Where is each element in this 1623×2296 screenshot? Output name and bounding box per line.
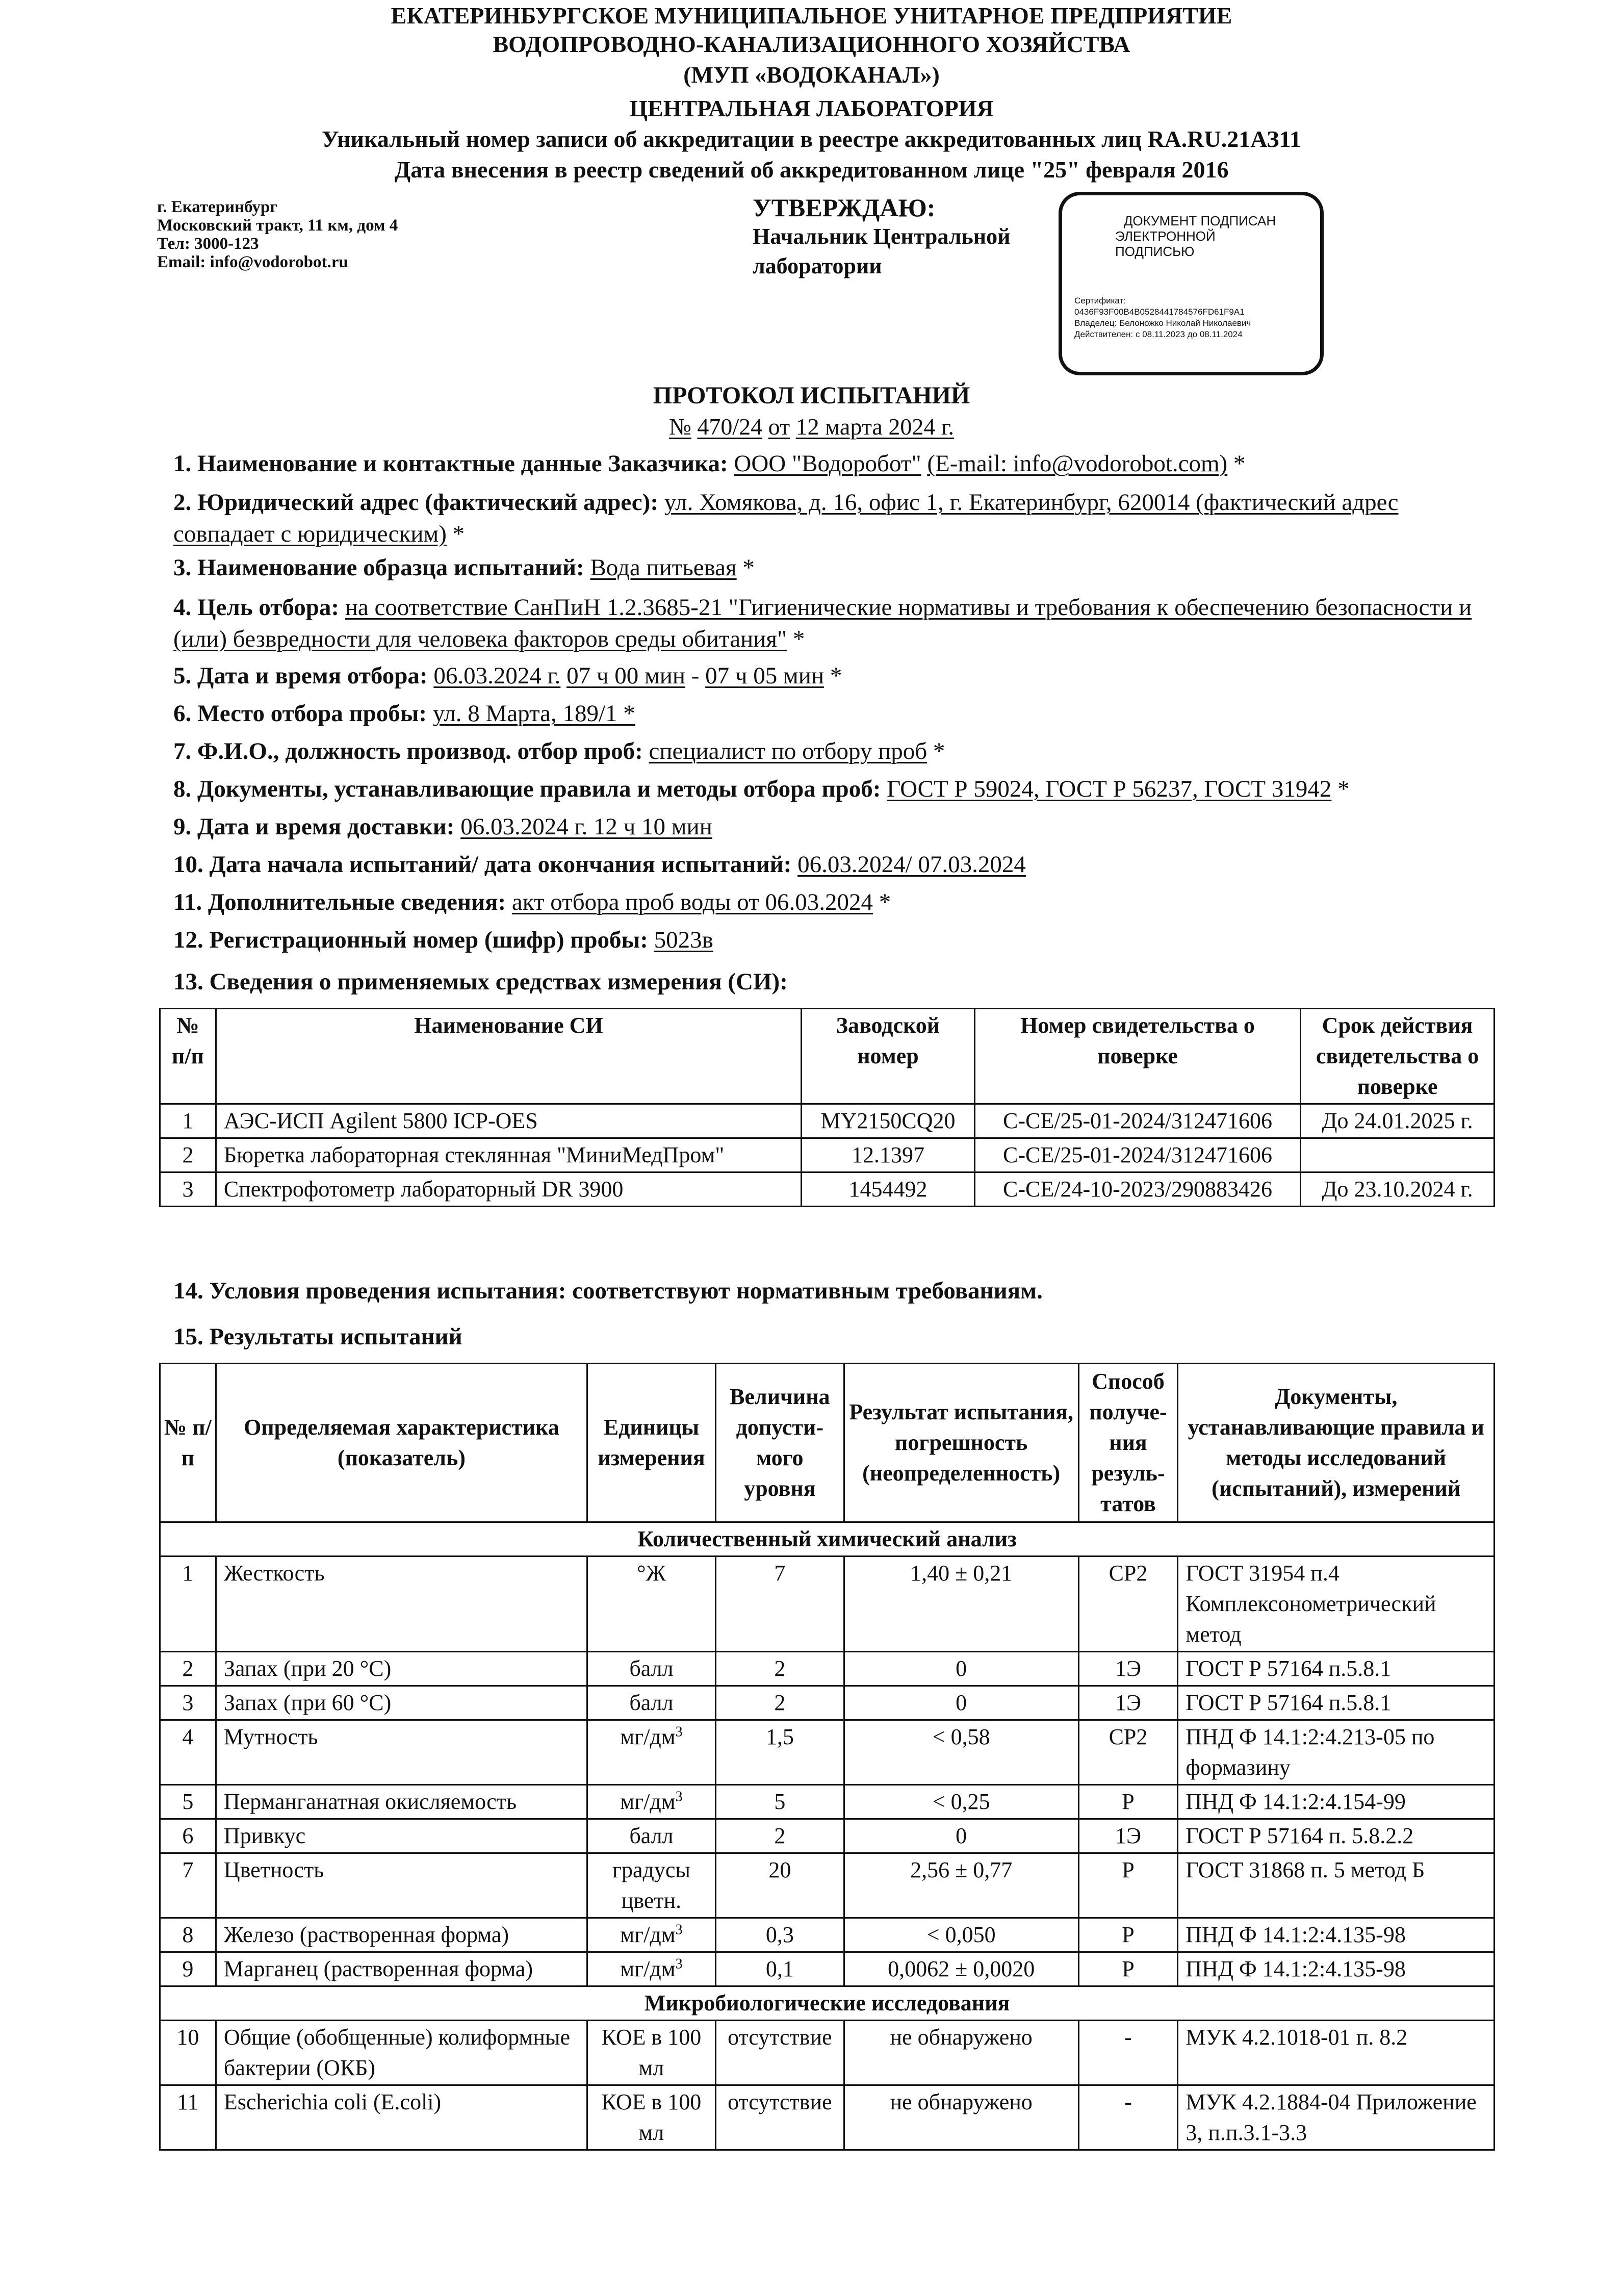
cell-allowed-level: 1,5 (715, 1720, 844, 1785)
cell-method: 1Э (1078, 1652, 1178, 1686)
cell-unit: $мг/дм^3$ (587, 1720, 716, 1785)
cell-characteristic: Цветность (216, 1853, 587, 1918)
stamp-cert-number: 0436F93F00B4B0528441784576FD61F9A1 (1074, 307, 1245, 317)
item-sampling-docs-mark: * (1331, 776, 1350, 802)
cell-number: 1 (160, 1557, 216, 1652)
cell-characteristic: Марганец (растворенная форма) (216, 1952, 587, 1986)
cell-method: 1Э (1078, 1686, 1178, 1720)
cell-documents: ГОСТ 31954 п.4 Комплексонометрический метод (1178, 1557, 1495, 1652)
item-sampling-date: 06.03.2024 г. (433, 662, 561, 689)
item-sampling-place-label: 6. Место отбора пробы: (173, 700, 427, 727)
item-sample-name-label: 3. Наименование образца испытаний: (173, 554, 584, 581)
item-legal-address-mark: * (446, 521, 465, 547)
cell-number: 2 (160, 1138, 216, 1172)
org-name-line2: ВОДОПРОВОДНО-КАНАЛИЗАЦИОННОГО ХОЗЯЙСТВА (493, 31, 1130, 57)
table-row (160, 1104, 1495, 1138)
cell-result: не обнаружено (844, 2021, 1078, 2085)
cell-allowed-level: 7 (715, 1557, 844, 1652)
item-sampling-place-value: ул. 8 Марта, 189/1 * (432, 700, 635, 727)
unit-exponent: 3 (675, 1956, 683, 1972)
item-sample-name-mark: * (736, 554, 755, 581)
item-sample-name-value: Вода питьевая (590, 554, 737, 581)
stamp-heading (1113, 213, 1286, 259)
protocol-from-label: от (768, 414, 790, 440)
cell-instrument-name: Спектрофотометр лабораторный DR 3900 (216, 1172, 801, 1207)
cell-result: 1,40 ± 0,21 (844, 1557, 1078, 1652)
col-header-certificate: Номер свидетельства о поверке (974, 1009, 1300, 1104)
cell-characteristic: Общие (обобщенные) колиформные бактерии (ОКБ) (216, 2021, 587, 2085)
table-row (160, 1686, 1495, 1720)
unit-exponent: 3 (675, 1922, 683, 1938)
cell-result: < 0,050 (844, 1918, 1078, 1952)
cell-documents: ПНД Ф 14.1:2:4.135-98 (1178, 1952, 1495, 1986)
contact-address: Московский тракт, 11 км, дом 4 (157, 216, 398, 235)
protocol-number-line (0, 413, 1623, 440)
cell-characteristic: Запах (при 20 °С) (216, 1652, 587, 1686)
cell-characteristic: Запах (при 60 °С) (216, 1686, 587, 1720)
item-sampling-datetime-mark: * (824, 662, 842, 689)
table-row (160, 1819, 1495, 1853)
table-row (160, 1172, 1495, 1207)
cell-allowed-level: 2 (715, 1652, 844, 1686)
item-sampling-docs (173, 773, 1479, 805)
item-customer (173, 448, 1479, 479)
col-header-instrument-name: Наименование СИ (216, 1009, 801, 1104)
cell-method: Р (1078, 1785, 1178, 1819)
col-header-result: Результат испытания, погрешность (неопределенность) (844, 1364, 1078, 1522)
contact-phone: Тел: 3000-123 (157, 235, 259, 253)
cell-allowed-level: отсутствие (715, 2085, 844, 2150)
cell-method: - (1078, 2021, 1178, 2085)
cell-characteristic: Железо (растворенная форма) (216, 1918, 587, 1952)
col-header-unit: Единицы измерения (587, 1364, 716, 1522)
item-delivery-label: 9. Дата и время доставки: (173, 813, 455, 840)
stamp-owner: Владелец: Белоножко Николай Николаевич (1074, 318, 1251, 328)
item-sampler (173, 735, 1479, 767)
table-row (160, 2085, 1495, 2150)
approval-position-line2: лаборатории (753, 253, 882, 278)
contact-email: Email: info@vodorobot.ru (157, 253, 348, 271)
table-row (160, 1720, 1495, 1785)
stamp-line1: ДОКУМЕНТ ПОДПИСАН (1123, 213, 1276, 228)
item-legal-address (173, 487, 1479, 550)
cell-result: не обнаружено (844, 2085, 1078, 2150)
cell-documents: ПНД Ф 14.1:2:4.154-99 (1178, 1785, 1495, 1819)
cell-number: 7 (160, 1853, 216, 1918)
cell-unit: КОЕ в 100 мл (587, 2021, 716, 2085)
cell-number: 3 (160, 1686, 216, 1720)
cell-allowed-level: 0,3 (715, 1918, 844, 1952)
cell-documents: ГОСТ Р 57164 п.5.8.1 (1178, 1686, 1495, 1720)
instruments-table (159, 1008, 1495, 1207)
col-header-documents: Документы, устанавливающие правила и методы исследований (испытаний), измерений (1178, 1364, 1495, 1522)
item-customer-email: (E-mail: info@vodorobot.com) (927, 450, 1228, 477)
cell-number: 5 (160, 1785, 216, 1819)
table-row (160, 2021, 1495, 2085)
cell-documents: ГОСТ 31868 п. 5 метод Б (1178, 1853, 1495, 1918)
results-table (159, 1363, 1495, 2151)
cell-certificate: С-СЕ/24-10-2023/290883426 (974, 1172, 1300, 1207)
col-header-characteristic: Определяемая характеристика (показатель) (216, 1364, 587, 1522)
unit-exponent: 3 (675, 1724, 683, 1740)
cell-result: 2,56 ± 0,77 (844, 1853, 1078, 1918)
cell-number: 9 (160, 1952, 216, 1986)
table-row (160, 1918, 1495, 1952)
cell-documents: МУК 4.2.1018-01 п. 8.2 (1178, 2021, 1495, 2085)
item-sampling-docs-value: ГОСТ Р 59024, ГОСТ Р 56237, ГОСТ 31942 (887, 776, 1332, 802)
cell-allowed-level: 0,1 (715, 1952, 844, 1986)
cell-number: 10 (160, 2021, 216, 2085)
item-registration-number (173, 924, 1479, 956)
cell-validity: До 24.01.2025 г. (1301, 1104, 1495, 1138)
cell-documents: МУК 4.2.1884-04 Приложение 3, п.п.3.1-3.3 (1178, 2085, 1495, 2150)
item-sampling-time-sep: - (685, 662, 706, 689)
table-row (160, 1557, 1495, 1652)
protocol-title: ПРОТОКОЛ ИСПЫТАНИЙ (653, 382, 970, 409)
cell-serial-number: 12.1397 (802, 1138, 975, 1172)
cell-allowed-level: 5 (715, 1785, 844, 1819)
cell-result: 0 (844, 1686, 1078, 1720)
results-table-header (160, 1364, 1495, 1522)
cell-serial-number: MY2150CQ20 (802, 1104, 975, 1138)
cell-serial-number: 1454492 (802, 1172, 975, 1207)
item-purpose (173, 592, 1479, 655)
cell-method: 1Э (1078, 1819, 1178, 1853)
cell-documents: ГОСТ Р 57164 п. 5.8.2.2 (1178, 1819, 1495, 1853)
instruments-table-header (160, 1009, 1495, 1104)
cell-number: 11 (160, 2085, 216, 2150)
table-row (160, 1138, 1495, 1172)
contact-city: г. Екатеринбург (157, 198, 278, 216)
table-row (160, 1952, 1495, 1986)
item-customer-value: ООО "Водоробот" (734, 450, 921, 477)
col-header-allowed-level: Величина допусти-мого уровня (715, 1364, 844, 1522)
col-header-serial-number: Заводской номер (802, 1009, 975, 1104)
e-signature-stamp (1059, 192, 1324, 375)
cell-number: 1 (160, 1104, 216, 1138)
cell-method: Р (1078, 1853, 1178, 1918)
protocol-no-label: № (668, 414, 691, 440)
cell-unit: °Ж (587, 1557, 716, 1652)
cell-allowed-level: отсутствие (715, 2021, 844, 2085)
cell-number: 6 (160, 1819, 216, 1853)
table-row (160, 1652, 1495, 1686)
item-results-heading-label: 15. Результаты испытаний (173, 1323, 462, 1350)
stamp-line2: ЭЛЕКТРОННОЙ (1115, 228, 1216, 244)
section-row-chemical (160, 1522, 1495, 1557)
item-delivery-value: 06.03.2024 г. 12 ч 10 мин (460, 813, 712, 840)
cell-validity: До 23.10.2024 г. (1301, 1172, 1495, 1207)
section-row-microbiology (160, 1986, 1495, 2021)
cell-method: Р (1078, 1952, 1178, 1986)
cell-unit: балл (587, 1686, 716, 1720)
cell-number: 3 (160, 1172, 216, 1207)
cell-unit: балл (587, 1652, 716, 1686)
item-sampling-place (173, 698, 1479, 729)
protocol-number: 470/24 (697, 414, 763, 440)
cell-characteristic: Мутность (216, 1720, 587, 1785)
stamp-line3: ПОДПИСЬЮ (1115, 244, 1195, 259)
item-sampling-time-end: 07 ч 05 мин (705, 662, 825, 689)
item-test-dates (173, 849, 1479, 880)
cell-method: - (1078, 2085, 1178, 2150)
cell-number: 8 (160, 1918, 216, 1952)
cell-unit: градусы цветн. (587, 1853, 716, 1918)
col-header-method: Способ получе-ния резуль-татов (1078, 1364, 1178, 1522)
cell-characteristic: Привкус (216, 1819, 587, 1853)
protocol-date: 12 марта 2024 г. (795, 414, 955, 440)
unit-exponent: 3 (675, 1789, 683, 1805)
cell-allowed-level: 20 (715, 1853, 844, 1918)
item-sampling-time-start: 07 ч 00 мин (566, 662, 685, 689)
cell-number: 4 (160, 1720, 216, 1785)
cell-certificate: С-СЕ/25-01-2024/312471606 (974, 1104, 1300, 1138)
cell-unit: $мг/дм^3$ (587, 1918, 716, 1952)
item-sampler-mark: * (927, 738, 945, 764)
item-sampling-docs-label: 8. Документы, устанавливающие правила и методы отбора проб: (173, 776, 881, 802)
cell-result: 0,0062 ± 0,0020 (844, 1952, 1078, 1986)
cell-documents: ПНД Ф 14.1:2:4.213-05 по формазину (1178, 1720, 1495, 1785)
cell-method: СР2 (1078, 1720, 1178, 1785)
cell-documents: ГОСТ Р 57164 п.5.8.1 (1178, 1652, 1495, 1686)
approval-title: УТВЕРЖДАЮ: (753, 193, 936, 222)
cell-method: Р (1078, 1918, 1178, 1952)
accreditation-date: Дата внесения в реестр сведений об аккредитованном лице "25" февраля 2016 (394, 157, 1229, 183)
cell-unit: $мг/дм^3$ (587, 1952, 716, 1986)
cell-result: 0 (844, 1819, 1078, 1853)
table-row (160, 1853, 1495, 1918)
section-title: Количественный химический анализ (160, 1522, 1495, 1557)
cell-result: 0 (844, 1652, 1078, 1686)
item-purpose-label: 4. Цель отбора: (173, 594, 340, 621)
cell-allowed-level: 2 (715, 1686, 844, 1720)
item-test-conditions-label: 14. Условия проведения испытания: соответствуют нормативным требованиям. (173, 1278, 1043, 1304)
org-name-line3: (МУП «ВОДОКАНАЛ») (683, 62, 940, 88)
item-sampling-datetime (173, 660, 1479, 692)
item-additional-info-value: акт отбора проб воды от 06.03.2024 (511, 889, 873, 915)
item-delivery (173, 811, 1479, 843)
item-instruments-heading (173, 966, 1479, 998)
cell-result: < 0,25 (844, 1785, 1078, 1819)
cell-allowed-level: 2 (715, 1819, 844, 1853)
item-sampler-label: 7. Ф.И.О., должность производ. отбор проб: (173, 738, 643, 764)
item-registration-number-label: 12. Регистрационный номер (шифр) пробы: (173, 927, 648, 953)
item-customer-mark: * (1227, 450, 1246, 477)
org-name-line1: ЕКАТЕРИНБУРГСКОЕ МУНИЦИПАЛЬНОЕ УНИТАРНОЕ ПРЕДПРИЯТИЕ (391, 3, 1232, 29)
item-customer-label: 1. Наименование и контактные данные Заказчика: (173, 450, 728, 477)
cell-characteristic: Перманганатная окисляемость (216, 1785, 587, 1819)
cell-certificate: С-СЕ/25-01-2024/312471606 (974, 1138, 1300, 1172)
cell-characteristic: Жесткость (216, 1557, 587, 1652)
item-additional-info-mark: * (872, 889, 891, 915)
item-sampler-value: специалист по отбору проб (649, 738, 928, 764)
cell-unit: балл (587, 1819, 716, 1853)
item-sampling-datetime-label: 5. Дата и время отбора: (173, 662, 428, 689)
item-sample-name (173, 552, 1479, 583)
item-additional-info (173, 886, 1479, 918)
item-additional-info-label: 11. Дополнительные сведения: (173, 889, 506, 915)
cell-documents: ПНД Ф 14.1:2:4.135-98 (1178, 1918, 1495, 1952)
item-purpose-value: на соответствие СанПиН 1.2.3685-21 "Гигиенические нормативы и требования к обеспечению безопасности и (или) безвредности для человека факторов среды обитания" (173, 594, 1472, 652)
item-test-dates-value: 06.03.2024/ 07.03.2024 (797, 851, 1026, 878)
item-test-dates-label: 10. Дата начала испытаний/ дата окончания испытаний: (173, 851, 792, 878)
stamp-validity: Действителен: с 08.11.2023 до 08.11.2024 (1074, 329, 1243, 339)
cell-method: СР2 (1078, 1557, 1178, 1652)
cell-characteristic: Escherichia coli (E.coli) (216, 2085, 587, 2150)
item-purpose-mark: * (787, 626, 805, 652)
accreditation-number: Уникальный номер записи об аккредитации в реестре аккредитованных лиц RA.RU.21АЗ11 (321, 126, 1302, 152)
cell-unit: КОЕ в 100 мл (587, 2085, 716, 2150)
approval-position-line1: Начальник Центральной (753, 224, 1011, 249)
item-legal-address-value: ул. Хомякова, д. 16, офис 1, г. Екатеринбург, 620014 (фактический адрес совпадает с юридическим) (173, 489, 1399, 547)
item-legal-address-label: 2. Юридический адрес (фактический адрес): (173, 489, 658, 516)
cell-validity (1301, 1138, 1495, 1172)
cell-unit: $мг/дм^3$ (587, 1785, 716, 1819)
cell-instrument-name: Бюретка лабораторная стеклянная "МиниМедПром" (216, 1138, 801, 1172)
cell-instrument-name: АЭС-ИСП Agilent 5800 ICP-OES (216, 1104, 801, 1138)
col-header-number: № п/п (160, 1364, 216, 1522)
table-row (160, 1785, 1495, 1819)
item-results-heading (173, 1321, 1479, 1353)
item-instruments-heading-label: 13. Сведения о применяемых средствах измерения (СИ): (173, 968, 788, 995)
cell-number: 2 (160, 1652, 216, 1686)
col-header-number: № п/п (160, 1009, 216, 1104)
section-title: Микробиологические исследования (160, 1986, 1495, 2021)
stamp-cert-label: Сертификат: (1074, 296, 1126, 305)
lab-name: ЦЕНТРАЛЬНАЯ ЛАБОРАТОРИЯ (629, 95, 994, 121)
col-header-validity: Срок действия свидетельства о поверке (1301, 1009, 1495, 1104)
cell-result: < 0,58 (844, 1720, 1078, 1785)
item-registration-number-value: 5023в (654, 927, 713, 953)
item-test-conditions (173, 1275, 1479, 1307)
